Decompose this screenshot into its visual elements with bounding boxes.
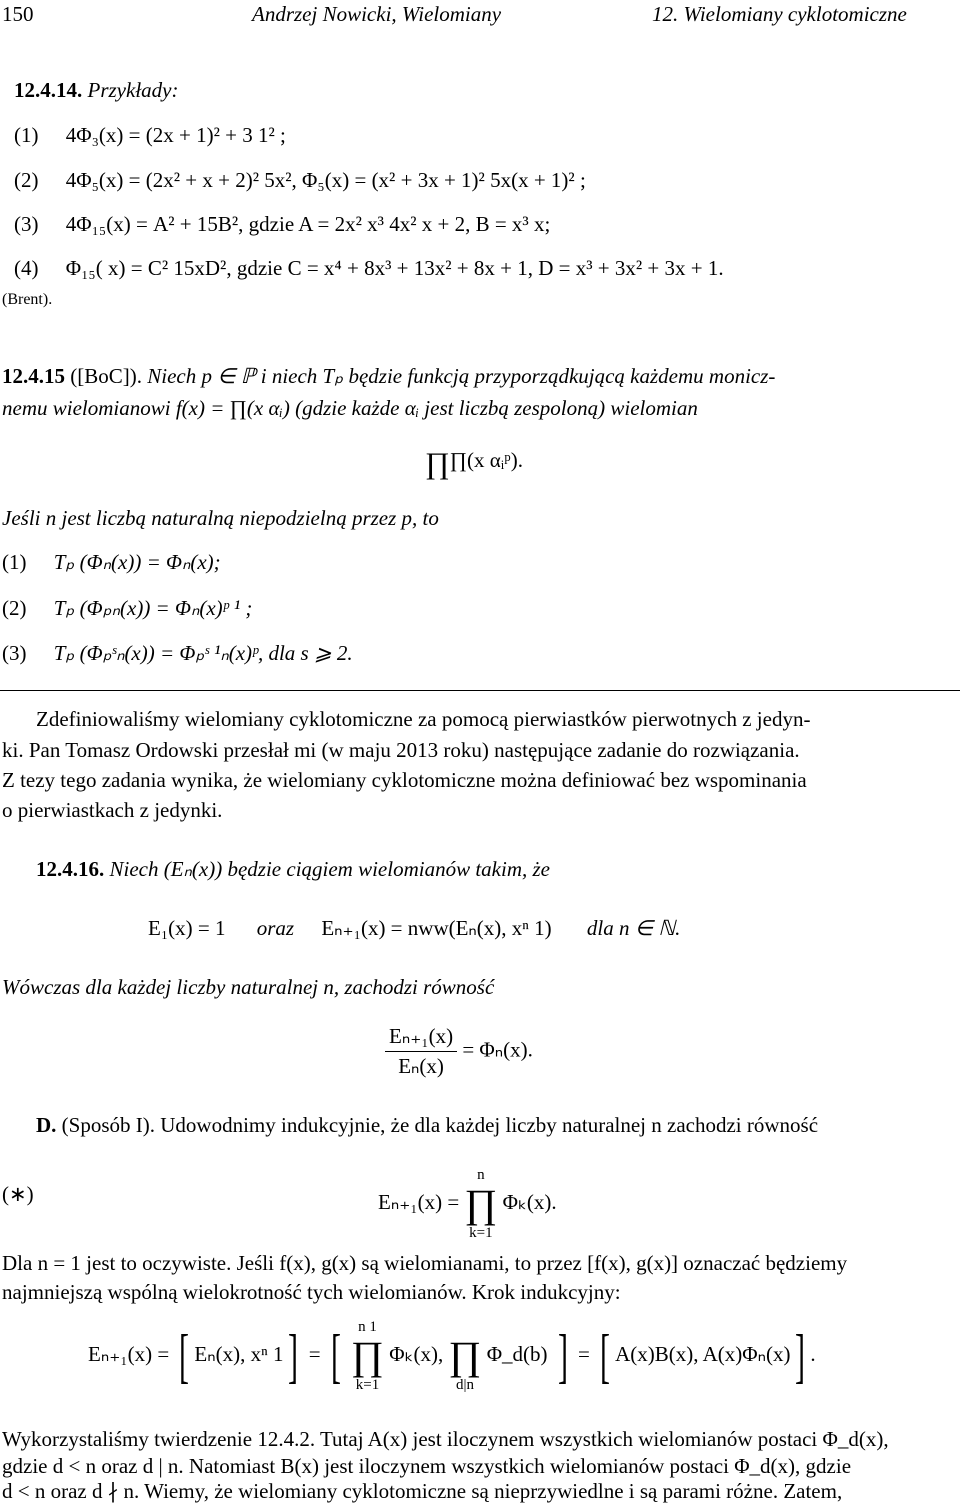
formula: 4Φ₅(x) = (2x² + x + 2)² 5x², Φ₅(x) = (x² + 3x + 1)² 5x(x + 1)² ; bbox=[65, 168, 586, 192]
theorem-line bbox=[2, 364, 775, 389]
left-bracket-icon: [ bbox=[179, 1323, 190, 1389]
item-label: (3) bbox=[2, 641, 27, 665]
right-bracket-icon: ] bbox=[557, 1323, 568, 1389]
proof-text: najmniejszą wspólną wielokrotność tych wielomianów. Krok indukcyjny: bbox=[2, 1280, 621, 1304]
ind-lhs: Eₙ₊₁(x) = bbox=[88, 1341, 170, 1366]
formula-item bbox=[2, 596, 252, 621]
paragraph-line: o pierwiastkach z jedynki. bbox=[2, 798, 223, 822]
theorem-number: 12.4.16. bbox=[36, 857, 105, 881]
formula: Tₚ (Φₙ(x)) = Φₙ(x); bbox=[53, 550, 221, 574]
formula: 4Φ₃(x) = (2x + 1)² + 3 1² ; bbox=[65, 123, 286, 147]
eq-rhs: Φₖ(x). bbox=[502, 1189, 557, 1214]
proof-label: D. bbox=[36, 1113, 57, 1137]
fraction-equation bbox=[385, 1024, 533, 1079]
product-upper: n bbox=[477, 1167, 485, 1183]
fraction-denominator: Eₙ(x) bbox=[398, 1054, 444, 1079]
equation-tag: (∗) bbox=[2, 1182, 34, 1206]
ind-prod2-body: Φ_d(b) bbox=[486, 1341, 548, 1366]
paragraph-line: Z tezy tego zadania wynika, że wielomiany cyklotomiczne można definiować bez wspominania bbox=[2, 768, 807, 792]
example-title: Przykłady: bbox=[87, 78, 179, 102]
left-bracket-icon: [ bbox=[600, 1323, 611, 1389]
formula-item bbox=[2, 641, 353, 666]
theorem-number: 12.4.15 bbox=[2, 364, 65, 388]
product-lower: d|n bbox=[455, 1377, 474, 1393]
formula: Tₚ (Φₚₙ(x)) = Φₙ(x)ᵖ ¹ ; bbox=[53, 596, 253, 620]
item-label: (1) bbox=[2, 550, 27, 574]
ind-bracket1: Eₙ(x), xⁿ 1 bbox=[194, 1341, 284, 1366]
item-label: (2) bbox=[2, 596, 27, 620]
theorem-ref: ([BoC]). bbox=[70, 364, 142, 388]
eq-right: Eₙ₊₁(x) = nww(Eₙ(x), xⁿ 1) bbox=[321, 916, 552, 940]
formula-item bbox=[14, 212, 550, 237]
proof-line bbox=[36, 1113, 818, 1138]
chapter-title: 12. Wielomiany cyklotomiczne bbox=[652, 2, 907, 26]
product-operator bbox=[464, 1166, 497, 1242]
example-heading bbox=[14, 78, 178, 103]
product-icon: ∏ bbox=[351, 1333, 384, 1378]
paragraph-line: ki. Pan Tomasz Ordowski przesłał mi (w maju 2013 roku) następujące zadanie do rozwiązania. bbox=[2, 738, 800, 762]
theorem-text: Niech (Eₙ(x)) będzie ciągiem wielomianów takim, że bbox=[109, 857, 550, 881]
eq-condition: dla n ∈ ℕ. bbox=[586, 916, 681, 940]
induction-equation: Eₙ₊₁(x) = [ Eₙ(x), xⁿ 1] = [ n 1 ∏ k=1 Φₖ(x), ∏ d|n Φ_d(b) ] = [ A(x)B(x), A(x)Φₙ(x)] . bbox=[88, 1319, 816, 1393]
equation-body bbox=[378, 1166, 557, 1242]
proof-text: gdzie d < n oraz d | n. Natomiast B(x) jest iloczynem wszystkich wielomianów postaci Φ_d(x), gdzie bbox=[2, 1454, 852, 1478]
product-operator bbox=[351, 1318, 384, 1394]
fraction bbox=[385, 1024, 457, 1079]
display-formula-text: ∏(x αᵢᵖ). bbox=[449, 448, 523, 472]
display-formula bbox=[425, 448, 523, 479]
theorem-text: nemu wielomianowi f(x) = ∏(x αᵢ) (gdzie każde αᵢ jest liczbą zespoloną) wielomian bbox=[2, 396, 698, 420]
formula: 4Φ₁₅(x) = A² + 15B², gdzie A = 2x² x³ 4x² x + 2, B = x³ x; bbox=[65, 212, 551, 236]
page-number: 150 bbox=[2, 2, 34, 26]
product-lower: k=1 bbox=[469, 1225, 493, 1241]
item-label: (4) bbox=[14, 256, 39, 280]
right-bracket-icon: ] bbox=[288, 1323, 299, 1389]
eq-lhs: Eₙ₊₁(x) = bbox=[378, 1189, 460, 1214]
example-number: 12.4.14. bbox=[14, 78, 83, 102]
ind-equals: = bbox=[578, 1341, 590, 1366]
proof-text: (Sposób I). Udowodnimy indukcyjnie, że dla każdej liczby naturalnej n zachodzi równość bbox=[61, 1113, 819, 1137]
theorem-text: Niech p ∈ ℙ i niech Tₚ będzie funkcją przyporządkującą każdemu monicz- bbox=[147, 364, 776, 388]
eq-oraz: oraz bbox=[256, 916, 295, 940]
formula: Tₚ (Φₚˢₙ(x)) = Φₚˢ ¹ₙ(x)ᵖ, dla s ⩾ 2. bbox=[53, 641, 353, 665]
ind-bracket3: A(x)B(x), A(x)Φₙ(x) bbox=[615, 1341, 791, 1366]
section-divider bbox=[0, 690, 960, 691]
ind-equals: = bbox=[308, 1341, 321, 1366]
paragraph-line: Zdefiniowaliśmy wielomiany cyklotomiczne za pomocą pierwiastków pierwotnych z jedyn- bbox=[36, 707, 811, 731]
product-lower: k=1 bbox=[355, 1377, 380, 1393]
running-title: Andrzej Nowicki, Wielomiany bbox=[252, 2, 502, 26]
item-label: (1) bbox=[14, 123, 39, 147]
fraction-numerator: Eₙ₊₁(x) bbox=[385, 1024, 457, 1052]
product-icon: ∏ bbox=[448, 1333, 482, 1378]
theorem-text: Jeśli n jest liczbą naturalną niepodzielną przez p, to bbox=[2, 506, 439, 530]
product-operator bbox=[449, 1318, 482, 1394]
starred-equation bbox=[2, 1152, 960, 1241]
theorem-line bbox=[36, 857, 550, 882]
ind-prod1-body: Φₖ(x), bbox=[389, 1341, 444, 1366]
formula-item bbox=[14, 123, 286, 148]
right-bracket-icon: ] bbox=[795, 1323, 806, 1389]
item-label: (3) bbox=[14, 212, 39, 236]
formula-item bbox=[2, 550, 221, 575]
source-note: (Brent). bbox=[2, 291, 53, 308]
fraction-rhs: = Φₙ(x). bbox=[462, 1037, 533, 1062]
product-icon: ∏ bbox=[425, 447, 450, 480]
formula-item bbox=[14, 256, 724, 281]
display-equation bbox=[148, 916, 680, 941]
formula: Φ₁₅( x) = C² 15xD², gdzie C = x⁴ + 8x³ + 13x² + 8x + 1, D = x³ + 3x² + 3x + 1. bbox=[65, 256, 724, 280]
item-label: (2) bbox=[14, 168, 39, 192]
eq-left: E₁(x) = 1 bbox=[148, 916, 226, 940]
proof-text: d < n oraz d ∤ n. Wiemy, że wielomiany cyklotomiczne są nieprzywiedlne i są parami różne. Zatem, bbox=[2, 1479, 843, 1503]
formula-item bbox=[14, 168, 586, 193]
theorem-text: Wówczas dla każdej liczby naturalnej n, zachodzi równość bbox=[2, 975, 495, 999]
proof-text: Wykorzystaliśmy twierdzenie 12.4.2. Tutaj A(x) jest iloczynem wszystkich wielomianów postaci Φ_d(x), bbox=[2, 1427, 889, 1451]
product-icon: ∏ bbox=[464, 1181, 498, 1226]
proof-text: Dla n = 1 jest to oczywiste. Jeśli f(x), g(x) są wielomianami, to przez [f(x), g(x)] oznaczać będziemy bbox=[2, 1251, 848, 1275]
product-upper: n 1 bbox=[358, 1319, 377, 1335]
left-bracket-icon: [ bbox=[330, 1323, 341, 1389]
